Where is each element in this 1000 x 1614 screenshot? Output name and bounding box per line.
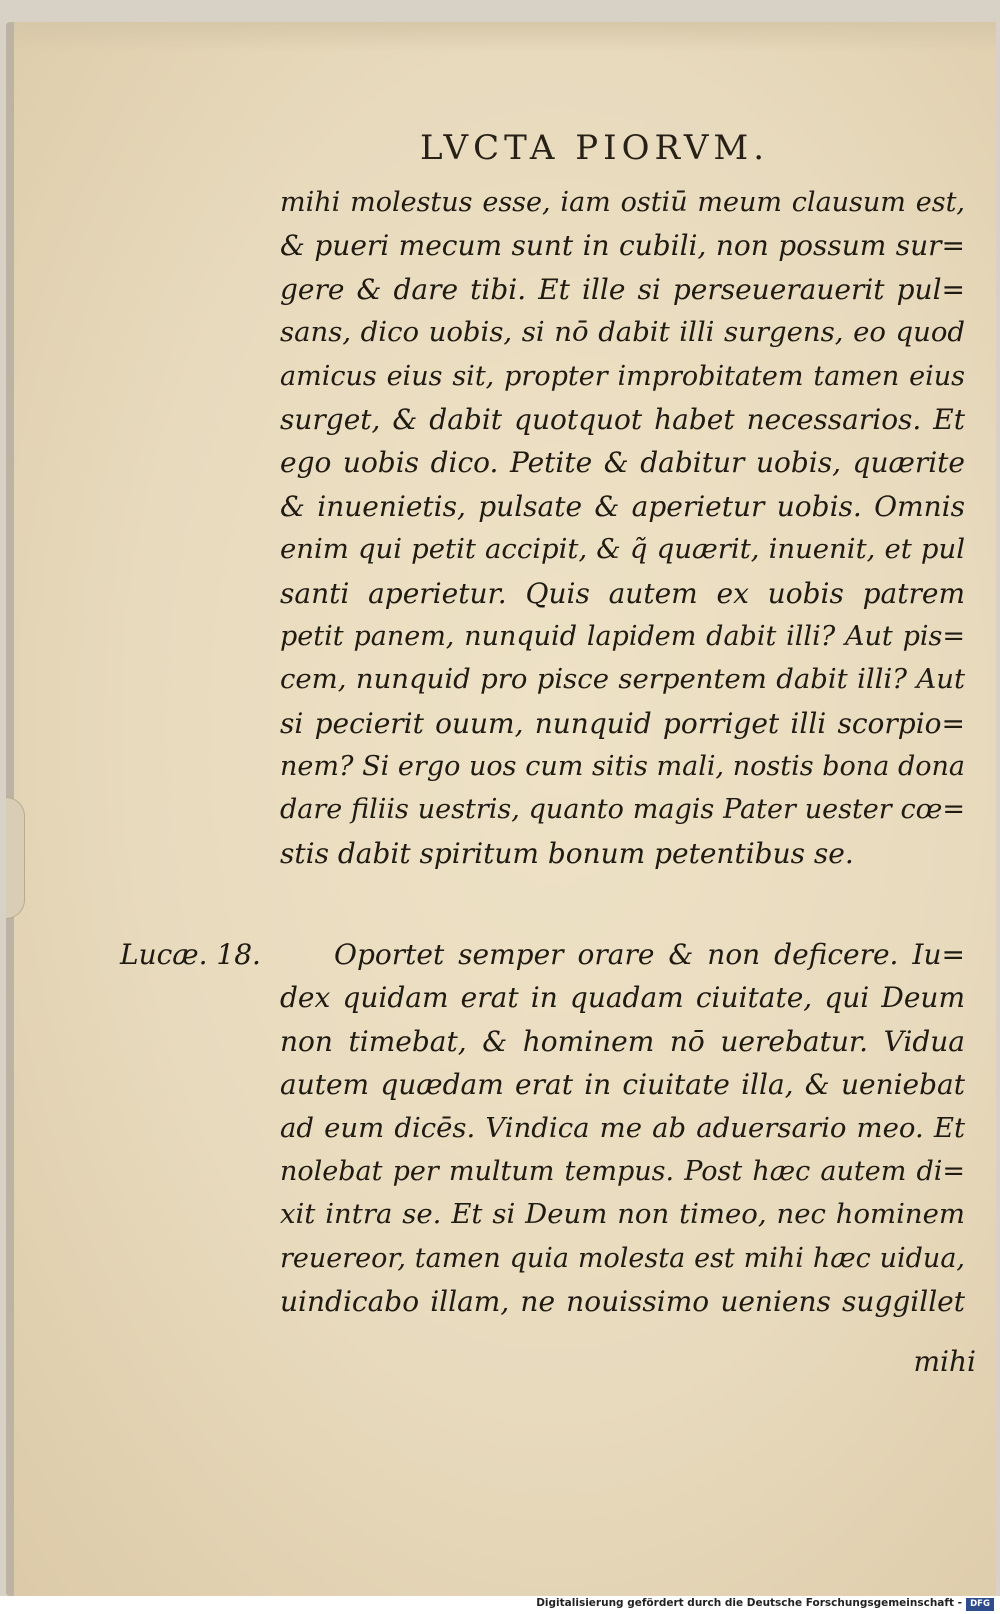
dfg-logo: DFG	[966, 1598, 994, 1611]
text-line: dex quidam erat in quadam ciuitate, qui Deum	[280, 981, 965, 1015]
text-line: cem, nunquid pro pisce serpentem dabit illi? Aut	[280, 663, 965, 696]
running-head: LVCTA PIORVM.	[420, 128, 770, 168]
text-line: & pueri mecum sunt in cubili, non possum sur=	[280, 229, 965, 263]
binding-tab	[6, 797, 25, 919]
text-line: amicus eius sit, propter improbitatem tamen eius	[280, 360, 965, 392]
text-line: enim qui petit accipit, & q̃ quærit, inuenit, et pul	[280, 533, 965, 566]
text-line: ad eum dicēs. Vindica me ab aduersario meo. Et	[280, 1111, 965, 1144]
text-line: reuereor, tamen quia molesta est mihi hæc uidua,	[280, 1242, 965, 1274]
text-line: autem quædam erat in ciuitate illa, & ueniebat	[280, 1068, 965, 1102]
text-block-1	[280, 181, 965, 875]
text-line: ego uobis dico. Petite & dabitur uobis, quærite	[280, 446, 965, 480]
text-line: gere & dare tibi. Et ille si perseuerauerit pul=	[280, 272, 965, 306]
catchword: mihi	[913, 1345, 976, 1378]
text-line: mihi molestus esse, iam ostiū meum clausum est,	[280, 187, 965, 218]
text-line: nem? Si ergo uos cum sitis mali, nostis bona dona	[280, 751, 965, 783]
text-line: uindicabo illam, ne nouissimo ueniens suggillet	[280, 1285, 965, 1319]
text-line: xit intra se. Et si Deum non timeo, nec hominem	[280, 1198, 965, 1231]
text-line: dare filiis uestris, quanto magis Pater uester cœ=	[280, 794, 965, 826]
text-line: stis dabit spiritum bonum petentibus se.	[280, 836, 854, 870]
footer-bar	[0, 1596, 1000, 1614]
text-line: surget, & dabit quotquot habet necessarios. Et	[280, 402, 965, 436]
text-line-first	[280, 933, 965, 976]
text-line: & inuenietis, pulsate & aperietur uobis. Omnis	[280, 489, 965, 523]
text-line: sans, dico uobis, si nō dabit illi surgens, eo quod	[280, 316, 965, 349]
funding-credit: Digitalisierung gefördert durch die Deutsche Forschungsgemeinschaft -	[536, 1597, 962, 1609]
text-block-2	[280, 933, 965, 1324]
text-line: non timebat, & hominem nō uerebatur. Vidua	[280, 1024, 965, 1058]
text-line: petit panem, nunquid lapidem dabit illi? Aut pis=	[280, 620, 965, 652]
text-line: si pecierit ouum, nunquid porriget illi scorpio=	[280, 706, 965, 740]
text-line-content: Oportet semper orare & non deficere. Iu=	[334, 938, 965, 971]
text-line: nolebat per multum tempus. Post hæc autem di=	[280, 1155, 965, 1187]
margin-note: Lucæ. 18.	[120, 938, 261, 971]
page-top-shading	[14, 22, 996, 52]
text-line: santi aperietur. Quis autem ex uobis patrem	[280, 576, 965, 610]
